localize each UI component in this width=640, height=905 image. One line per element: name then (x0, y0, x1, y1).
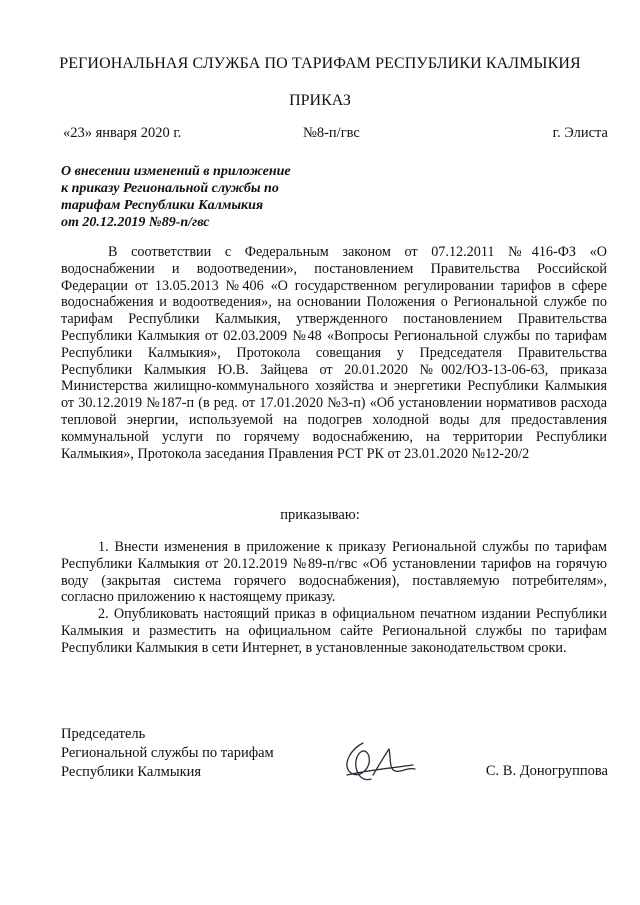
document-city: г. Элиста (552, 125, 608, 141)
order-word: приказываю: (280, 507, 360, 523)
document-subject (61, 163, 351, 231)
subject-line: О внесении изменений в приложение (61, 164, 291, 179)
signatory-name: С. В. Доногруппова (485, 763, 608, 779)
document-type: ПРИКАЗ (289, 92, 351, 109)
subject-line: от 20.12.2019 №89-п/гвс (61, 215, 210, 230)
document-number: №8-п/гвс (303, 125, 360, 141)
signatory-position-line: Региональной службы по тарифам (61, 745, 274, 761)
subject-line: тарифам Республики Калмыкия (61, 198, 264, 213)
signatory-position (61, 725, 274, 782)
subject-line: к приказу Региональной службы по (61, 181, 279, 196)
order-item-1: 1. Внести изменения в приложение к приказу Региональной службы по тарифам Республики Калмыкия от 20.12.2019 №89-п/гвс «Об установлении тарифов на горячую воду (закрытая система горячего водоснабжения), поставляемую потребителям», согласно приложению к настоящему приказу. (61, 539, 607, 606)
issuing-authority: РЕГИОНАЛЬНАЯ СЛУЖБА ПО ТАРИФАМ РЕСПУБЛИКИ КАЛМЫКИЯ (59, 55, 581, 72)
signatory-position-line: Республики Калмыкия (61, 764, 202, 780)
signatory-position-line: Председатель (61, 726, 146, 742)
document-date: «23» января 2020 г. (63, 125, 182, 141)
order-item-2: 2. Опубликовать настоящий приказ в официальном печатном издании Республики Калмыкия и разместить на официальном сайте Региональной службы по тарифам Республики Калмыкия в сети Интернет, в установленные законодательством сроки. (61, 606, 607, 656)
order-items (61, 539, 607, 657)
preamble-paragraph: В соответствии с Федеральным законом от 07.12.2011 №416-ФЗ «О водоснабжении и водоотведении», постановлением Правительства Российской Федерации от 13.05.2013 №406 «О государственном регулировании тарифов в сфере водоснабжения и водоотведения», на основании Положения о Региональной службе по тарифам Республики Калмыкия, утвержденного постановлением Правительства Республики Калмыкия от 02.03.2009 №48 «Вопросы Региональной службы по тарифам Республики Калмыкия», Протокола совещания у Председателя Правительства Республики Калмыкия Ю.В. Зайцева от 20.01.2020 №002/ЮЗ-13-06-63, приказа Министерства жилищно-коммунального хозяйства и энергетики Республики Калмыкия от 30.12.2019 №187-п (в ред. от 17.01.2020 №3-п) «Об установлении нормативов расхода тепловой энергии, используемой на подогрев холодной воды для предоставления коммунальной услуги по горячему водоснабжению, на территории Республики Калмыкия», Протокола заседания Правления РСТ РК от 23.01.2020 №12-20/2 (61, 244, 607, 462)
handwritten-signature (333, 735, 423, 795)
